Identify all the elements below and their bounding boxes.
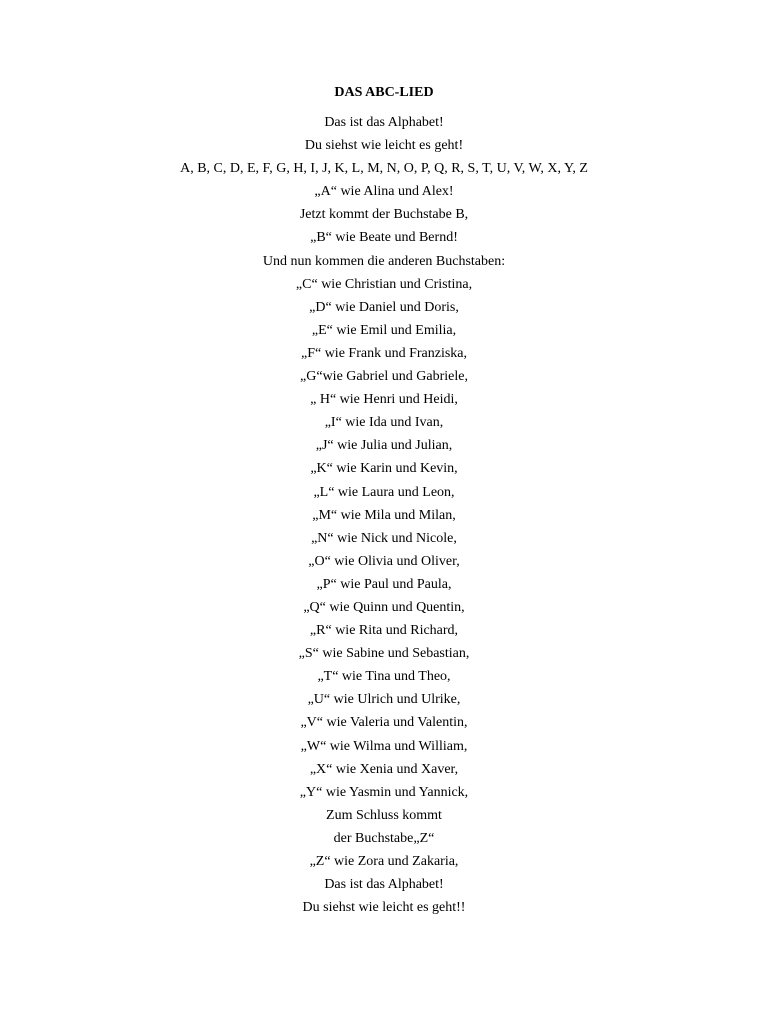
song-line: „Z“ wie Zora und Zakaria, (309, 854, 459, 869)
song-line: „S“ wie Sabine und Sebastian, (298, 646, 470, 662)
song-line: Du siehst wie leicht es geht! (304, 138, 464, 154)
song-line: „U“ wie Ulrich und Ulrike, (307, 692, 461, 708)
song-lines (0, 114, 768, 922)
song-line: „D“ wie Daniel und Doris, (309, 299, 459, 315)
song-line: Du siehst wie leicht es geht!! (302, 900, 466, 916)
song-line: „C“ wie Christian und Cristina, (295, 276, 473, 292)
song-line: „G“wie Gabriel und Gabriele, (300, 369, 468, 385)
song-line: A, B, C, D, E, F, G, H, I, J, K, L, M, N, O, P, Q, R, S, T, U, V, W, X, Y, Z (180, 161, 588, 177)
song-line: „O“ wie Olivia und Oliver, (308, 553, 460, 569)
document-title: DAS ABC-LIED (334, 85, 434, 100)
song-line: „W“ wie Wilma und William, (300, 738, 468, 754)
song-line: „M“ wie Mila und Milan, (312, 507, 456, 523)
song-line: „R“ wie Rita und Richard, (309, 623, 459, 639)
song-line: „ H“ wie Henri und Heidi, (310, 392, 458, 408)
song-line: „P“ wie Paul und Paula, (316, 576, 452, 592)
song-line: „Q“ wie Quinn und Quentin, (303, 599, 465, 615)
song-line: „B“ wie Beate und Bernd! (310, 230, 458, 246)
song-line: „J“ wie Julia und Julian, (315, 438, 453, 454)
song-line: Das ist das Alphabet! (324, 115, 444, 130)
song-line: „F“ wie Frank und Franziska, (300, 345, 468, 361)
song-line: „K“ wie Karin und Kevin, (310, 461, 458, 477)
song-line: „N“ wie Nick und Nicole, (311, 530, 457, 546)
song-line: „I“ wie Ida und Ivan, (324, 415, 444, 431)
song-line: „Y“ wie Yasmin und Yannick, (299, 784, 469, 800)
song-line: Zum Schluss kommt (326, 807, 442, 823)
song-line: „L“ wie Laura und Leon, (313, 484, 455, 500)
song-line: Und nun kommen die anderen Buchstaben: (262, 253, 506, 269)
song-line: Jetzt kommt der Buchstabe B, (299, 207, 469, 223)
song-line: „A“ wie Alina und Alex! (314, 184, 454, 200)
song-line: „E“ wie Emil und Emilia, (311, 322, 457, 338)
song-line: „T“ wie Tina und Theo, (317, 669, 451, 685)
song-line: „X“ wie Xenia und Xaver, (309, 761, 459, 777)
song-line: Das ist das Alphabet! (324, 877, 444, 893)
song-line: „V“ wie Valeria und Valentin, (300, 715, 468, 731)
song-line: der Buchstabe„Z“ (333, 830, 435, 846)
